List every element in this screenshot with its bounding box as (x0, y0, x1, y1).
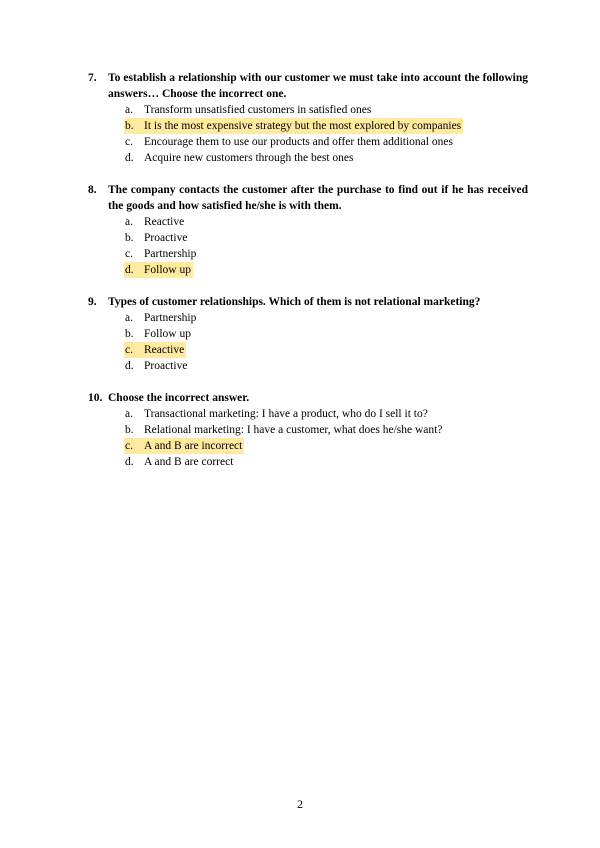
option-letter: d. (125, 456, 134, 468)
option-b (88, 230, 528, 246)
option-text: Reactive (144, 216, 185, 228)
option-c-highlighted (88, 342, 528, 358)
option-list (88, 310, 528, 374)
option-letter: c. (125, 440, 133, 452)
option-letter: a. (125, 312, 133, 324)
question-text (88, 182, 528, 214)
question-10 (88, 390, 528, 470)
option-a (88, 406, 528, 422)
question-7 (88, 70, 528, 166)
option-text: Follow up (144, 328, 191, 340)
option-text: Transactional marketing: I have a product, who do I sell it to? (144, 408, 428, 420)
option-text: Proactive (144, 232, 188, 244)
option-text: Relational marketing: I have a customer, what does he/she want? (144, 424, 443, 436)
option-letter: b. (125, 232, 134, 244)
option-text: Partnership (144, 248, 197, 260)
option-b (88, 422, 528, 438)
option-letter: b. (125, 424, 134, 436)
question-body: Choose the incorrect answer. (108, 392, 250, 404)
option-a (88, 310, 528, 326)
option-text: A and B are correct (144, 456, 234, 468)
question-number: 10. (88, 392, 103, 404)
option-d (88, 150, 528, 166)
option-text: Partnership (144, 312, 197, 324)
option-text: Transform unsatisfied customers in satisfied ones (144, 104, 372, 116)
question-text (88, 390, 528, 406)
option-a (88, 102, 528, 118)
option-d (88, 454, 528, 470)
option-text: Reactive (144, 344, 185, 356)
option-d (88, 358, 528, 374)
option-c (88, 246, 528, 262)
option-text: Follow up (144, 264, 191, 276)
option-letter: b. (125, 328, 134, 340)
option-letter: d. (125, 360, 134, 372)
option-list (88, 214, 528, 278)
question-8 (88, 182, 528, 278)
question-body: The company contacts the customer after the purchase to find out if he has received the goods and how satisfied he/she is with them. (108, 184, 528, 212)
question-number: 9. (88, 296, 97, 308)
option-c-highlighted (88, 438, 528, 454)
option-c (88, 134, 528, 150)
question-body: To establish a relationship with our customer we must take into account the following answers… Choose the incorrect one. (108, 72, 528, 100)
option-letter: a. (125, 216, 133, 228)
option-b-highlighted (88, 118, 528, 134)
option-letter: c. (125, 248, 133, 260)
option-text: A and B are incorrect (144, 440, 243, 452)
option-letter: a. (125, 104, 133, 116)
option-text: Encourage them to use our products and offer them additional ones (144, 136, 453, 148)
option-letter: c. (125, 136, 133, 148)
option-letter: d. (125, 152, 134, 164)
page-number: 2 (297, 797, 303, 811)
option-letter: a. (125, 408, 133, 420)
question-number: 8. (88, 184, 97, 196)
question-text (88, 294, 528, 310)
option-list (88, 406, 528, 470)
question-number: 7. (88, 72, 97, 84)
option-text: Acquire new customers through the best ones (144, 152, 354, 164)
option-letter: d. (125, 264, 134, 276)
option-list (88, 102, 528, 166)
option-text: It is the most expensive strategy but the most explored by companies (144, 120, 462, 132)
option-b (88, 326, 528, 342)
option-a (88, 214, 528, 230)
option-d-highlighted (88, 262, 528, 278)
option-text: Proactive (144, 360, 188, 372)
question-text (88, 70, 528, 102)
option-letter: b. (125, 120, 134, 132)
option-letter: c. (125, 344, 133, 356)
question-9 (88, 294, 528, 374)
question-body: Types of customer relationships. Which of them is not relational marketing? (108, 296, 481, 308)
